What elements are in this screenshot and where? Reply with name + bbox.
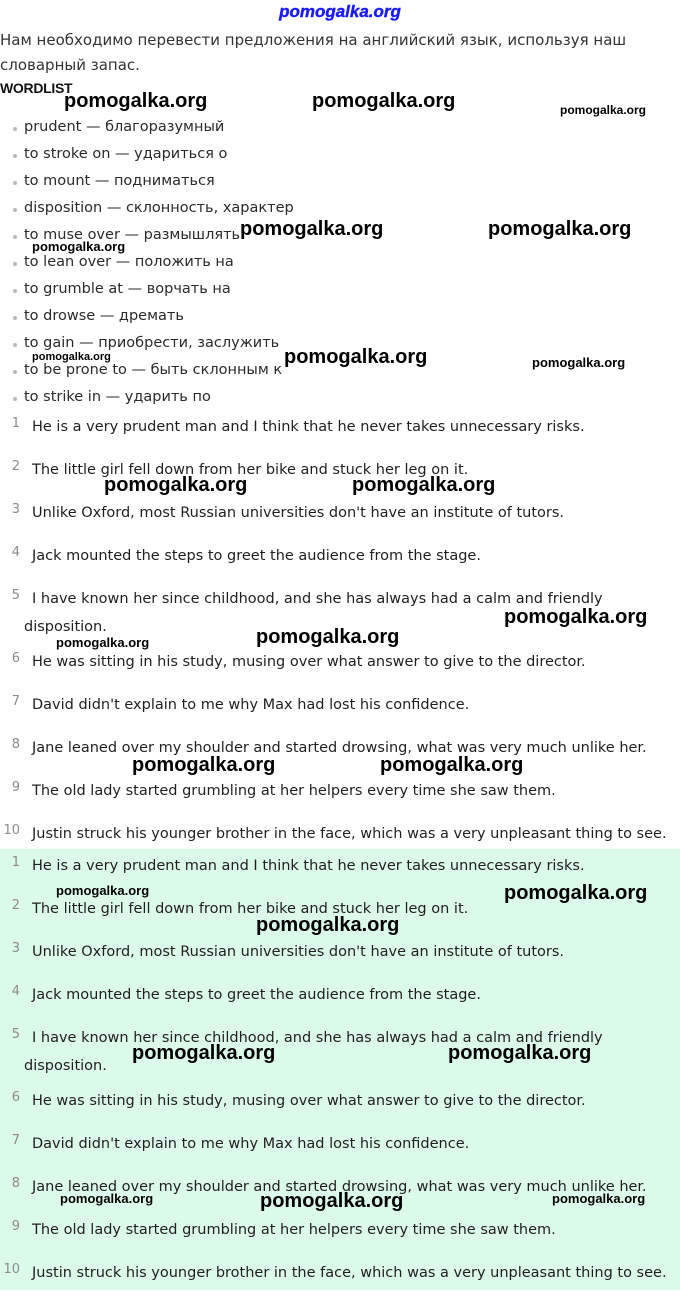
sentence-item xyxy=(0,539,680,582)
watermark: pomogalka.org xyxy=(32,351,111,363)
watermark: pomogalka.org xyxy=(256,626,400,648)
sentence-number: 4 xyxy=(11,545,20,560)
answer-number: 9 xyxy=(11,1219,20,1234)
sentence-number: 1 xyxy=(11,416,20,431)
sentence-text: He was sitting in his study, musing over what answer to give to the director. xyxy=(32,654,586,670)
sentence-text: Jane leaned over my shoulder and started drowsing, what was very much unlike her. xyxy=(32,740,647,756)
wordlist-item: to strike in — ударить по xyxy=(12,384,294,411)
answer-item xyxy=(0,1213,680,1256)
sentence-number: 8 xyxy=(11,737,20,752)
sentence-item xyxy=(0,774,680,817)
watermark: pomogalka.org xyxy=(104,474,248,496)
wordlist-item: to gain — приобрести, заслужить xyxy=(12,330,294,357)
watermark: pomogalka.org xyxy=(56,883,150,898)
answer-text: Unlike Oxford, most Russian universities don't have an institute of tutors. xyxy=(32,944,565,960)
watermark: pomogalka.org xyxy=(448,1042,592,1064)
watermark: pomogalka.org xyxy=(260,1190,404,1212)
wordlist-item: to stroke on — удариться о xyxy=(12,141,294,168)
sentence-item xyxy=(0,688,680,731)
wordlist-title: WORDLIST xyxy=(0,80,73,96)
sentence-text: David didn't explain to me why Max had lost his confidence. xyxy=(32,697,470,713)
watermark: pomogalka.org xyxy=(532,355,626,370)
watermark: pomogalka.org xyxy=(504,882,648,904)
watermark: pomogalka.org xyxy=(380,754,524,776)
sentence-item xyxy=(0,645,680,688)
answer-number: 10 xyxy=(3,1262,20,1277)
sentence-number: 3 xyxy=(11,502,20,517)
wordlist-item: to grumble at — ворчать на xyxy=(12,276,294,303)
answer-text: Justin struck his younger brother in the face, which was a very unpleasant thing to see. xyxy=(32,1265,667,1281)
answer-text: Jane leaned over my shoulder and started drowsing, what was very much unlike her. xyxy=(32,1179,647,1195)
answer-text: He is a very prudent man and I think that he never takes unnecessary risks. xyxy=(32,858,585,874)
wordlist-item: to drowse — дремать xyxy=(12,303,294,330)
watermark: pomogalka.org xyxy=(132,754,276,776)
sentence-number: 2 xyxy=(11,459,20,474)
sentence-text: Justin struck his younger brother in the face, which was a very unpleasant thing to see. xyxy=(32,826,667,842)
wordlist-item: to lean over — положить на xyxy=(12,249,294,276)
wordlist xyxy=(12,114,294,411)
watermark: pomogalka.org xyxy=(256,914,400,936)
answer-item xyxy=(0,1127,680,1170)
answer-text: The old lady started grumbling at her helpers every time she saw them. xyxy=(32,1222,556,1238)
watermark: pomogalka.org xyxy=(488,218,632,240)
watermark: pomogalka.org xyxy=(56,635,150,650)
sentence-item xyxy=(0,453,680,496)
answer-number: 7 xyxy=(11,1133,20,1148)
answer-text: The little girl fell down from her bike and stuck her leg on it. xyxy=(32,901,469,917)
watermark: pomogalka.org xyxy=(64,90,208,112)
sentence-number: 7 xyxy=(11,694,20,709)
watermark: pomogalka.org xyxy=(32,239,126,254)
answer-text: David didn't explain to me why Max had lost his confidence. xyxy=(32,1136,470,1152)
wordlist-item: prudent — благоразумный xyxy=(12,114,294,141)
sentence-item xyxy=(0,496,680,539)
watermark: pomogalka.org xyxy=(560,103,647,117)
wordlist-item: to muse over — размышлять xyxy=(12,222,294,249)
watermark: pomogalka.org xyxy=(352,474,496,496)
watermark: pomogalka.org xyxy=(504,606,648,628)
answer-number: 5 xyxy=(11,1027,20,1042)
watermark: pomogalka.org xyxy=(240,218,384,240)
watermark: pomogalka.org xyxy=(284,346,428,368)
watermark: pomogalka.org xyxy=(132,1042,276,1064)
wordlist-item: disposition — склонность, характер xyxy=(12,195,294,222)
site-link[interactable]: pomogalka.org xyxy=(279,2,401,21)
sentence-text: The little girl fell down from her bike and stuck her leg on it. xyxy=(32,462,469,478)
sentence-number: 6 xyxy=(11,651,20,666)
sentence-number: 10 xyxy=(3,823,20,838)
answer-item xyxy=(0,1084,680,1127)
sentence-number: 5 xyxy=(11,588,20,603)
sentence-text: He is a very prudent man and I think that he never takes unnecessary risks. xyxy=(32,419,585,435)
sentence-text: Unlike Oxford, most Russian universities don't have an institute of tutors. xyxy=(32,505,565,521)
watermark: pomogalka.org xyxy=(60,1191,154,1206)
task-intro: Нам необходимо перевести предложения на английский язык, используя наш словарный запас. xyxy=(0,31,627,74)
answer-text: Jack mounted the steps to greet the audience from the stage. xyxy=(32,987,481,1003)
answer-item xyxy=(0,978,680,1021)
sentence-text: The old lady started grumbling at her helpers every time she saw them. xyxy=(32,783,556,799)
answer-number: 2 xyxy=(11,898,20,913)
answer-number: 1 xyxy=(11,855,20,870)
sentence-number: 9 xyxy=(11,780,20,795)
answer-number: 4 xyxy=(11,984,20,999)
sentence-text: Jack mounted the steps to greet the audience from the stage. xyxy=(32,548,481,564)
sentence-item xyxy=(0,410,680,453)
sentence-text: I have known her since childhood, and she has always had a calm and friendly disposition. xyxy=(24,591,603,635)
sentence-item xyxy=(0,731,680,774)
answer-item xyxy=(0,935,680,978)
watermark: pomogalka.org xyxy=(312,90,456,112)
answer-number: 6 xyxy=(11,1090,20,1105)
answer-text: He was sitting in his study, musing over what answer to give to the director. xyxy=(32,1093,586,1109)
answer-text: I have known her since childhood, and she has always had a calm and friendly disposition. xyxy=(24,1030,603,1074)
watermark: pomogalka.org xyxy=(552,1191,646,1206)
answer-number: 8 xyxy=(11,1176,20,1191)
wordlist-item: to mount — подниматься xyxy=(12,168,294,195)
wordlist-item: to be prone to — быть склонным к xyxy=(12,357,294,384)
answer-number: 3 xyxy=(11,941,20,956)
answer-item xyxy=(0,1256,680,1299)
